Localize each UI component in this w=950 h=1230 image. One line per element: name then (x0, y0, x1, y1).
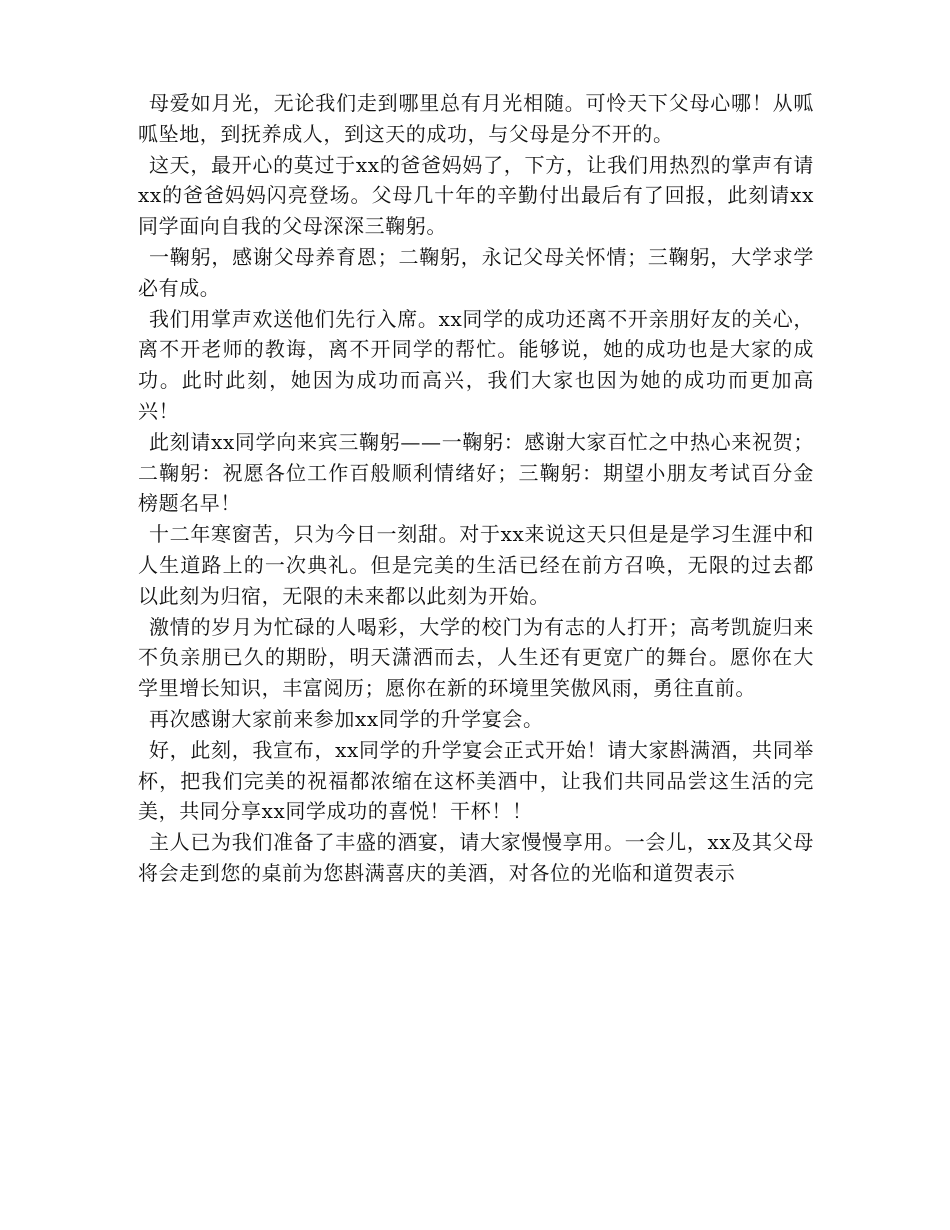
paragraph: 母爱如月光，无论我们走到哪里总有月光相随。可怜天下父母心哪！从呱呱坠地，到抚养成人，到这天的成功，与父母是分不开的。 (138, 91, 814, 146)
paragraph: 再次感谢大家前来参加xx同学的升学宴会。 (149, 706, 544, 731)
paragraph: 主人已为我们准备了丰盛的酒宴，请大家慢慢享用。一会儿，xx及其父母将会走到您的桌前为您斟满喜庆的美酒，对各位的光临和道贺表示 (138, 830, 814, 885)
paragraph: 十二年寒窗苦，只为今日一刻甜。对于xx来说这天只但是是学习生涯中和人生道路上的一次典礼。但是完美的生活已经在前方召唤，无限的过去都以此刻为归宿，无限的未来都以此刻为开始。 (138, 522, 814, 608)
paragraph: 此刻请xx同学向来宾三鞠躬——一鞠躬：感谢大家百忙之中热心来祝贺；二鞠躬：祝愿各位工作百般顺利情绪好；三鞠躬：期望小朋友考试百分金榜题名早！ (138, 429, 814, 516)
paragraph: 激情的岁月为忙碌的人喝彩，大学的校门为有志的人打开；高考凯旋归来不负亲朋已久的期盼，明天潇洒而去，人生还有更宽广的舞台。愿你在大学里增长知识，丰富阅历；愿你在新的环境里笑傲风雨，勇往直前。 (138, 614, 814, 701)
paragraph: 好，此刻，我宣布，xx同学的升学宴会正式开始！请大家斟满酒，共同举杯，把我们完美的祝福都浓缩在这杯美酒中，让我们共同品尝这生活的完美，共同分享xx同学成功的喜悦！干杯！！ (138, 737, 814, 824)
paragraph: 这天，最开心的莫过于xx的爸爸妈妈了，下方，让我们用热烈的掌声有请xx的爸爸妈妈闪亮登场。父母几十年的辛勤付出最后有了回报，此刻请xx同学面向自我的父母深深三鞠躬。 (138, 152, 814, 239)
document-body (138, 88, 814, 889)
paragraph: 我们用掌声欢送他们先行入席。xx同学的成功还离不开亲朋好友的关心，离不开老师的教诲，离不开同学的帮忙。能够说，她的成功也是大家的成功。此时此刻，她因为成功而高兴，我们大家也因为她的成功而更加高兴！ (138, 306, 814, 423)
paragraph: 一鞠躬，感谢父母养育恩；二鞠躬，永记父母关怀情；三鞠躬，大学求学必有成。 (138, 244, 814, 300)
